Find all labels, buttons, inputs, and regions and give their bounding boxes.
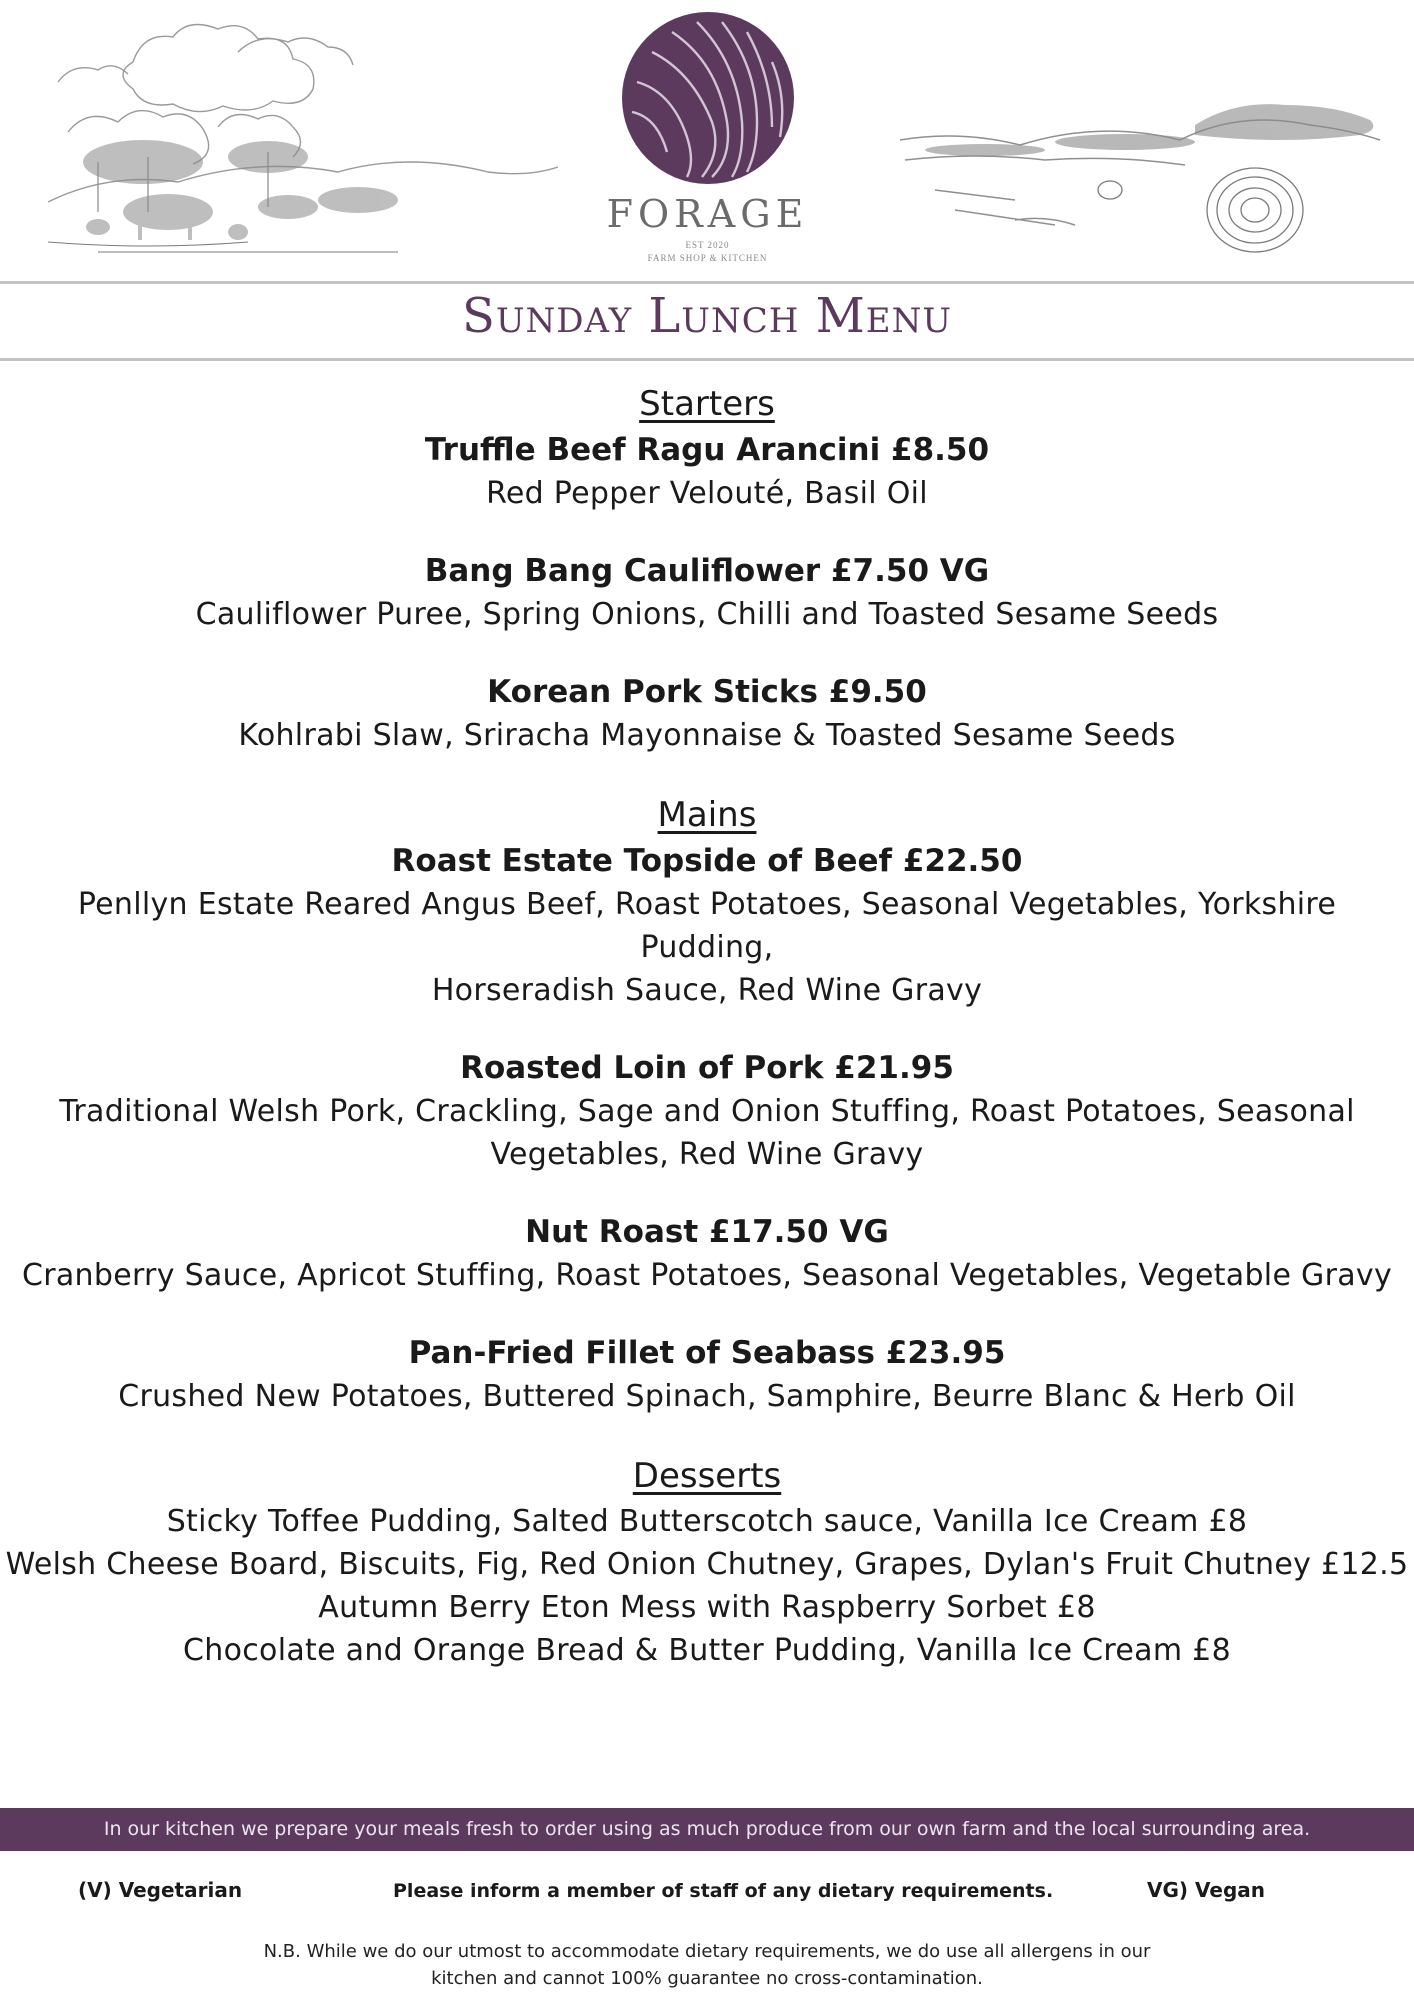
menu-item [0,549,1414,636]
disclaimer-line: N.B. While we do our utmost to accommodate dietary requirements, we do use all allergens in our [263,1941,1151,1962]
page-header [0,0,1414,280]
dessert-item: Chocolate and Orange Bread & Butter Pudding, Vanilla Ice Cream £8 [183,1633,1231,1668]
dessert-item: Welsh Cheese Board, Biscuits, Fig, Red Onion Chutney, Grapes, Dylan's Fruit Chutney £12.5 [5,1547,1409,1582]
dish-description: Red Pepper Velouté, Basil Oil [486,476,928,511]
kitchen-statement-banner: In our kitchen we prepare your meals fresh to order using as much produce from our own farm and the local surrounding area. [0,1808,1414,1851]
menu-item [0,1210,1414,1297]
menu-item [0,428,1414,515]
dish-description-continued: Horseradish Sauce, Red Wine Gravy [431,973,983,1008]
dietary-key [0,1878,1414,1914]
dietary-requirements-note: Please inform a member of staff of any dietary requirements. [393,1880,1054,1902]
title-rule-top [0,281,1414,284]
dish-name: Pan-Fried Fillet of Seabass £23.95 [408,1335,1006,1371]
dish-description: Penllyn Estate Reared Angus Beef, Roast Potatoes, Seasonal Vegetables, Yorkshire Pudding, [77,887,1337,965]
menu-item [0,1046,1414,1176]
dish-description: Traditional Welsh Pork, Crackling, Sage and Onion Stuffing, Roast Potatoes, Seasonal [59,1094,1355,1129]
dish-name: Roast Estate Topside of Beef £22.50 [391,843,1023,879]
dish-name: Korean Pork Sticks £9.50 [487,674,927,710]
page-title: Sunday Lunch Menu [462,288,952,344]
disclaimer-line: kitchen and cannot 100% guarantee no cross-contamination. [431,1968,983,1989]
title-rule-bottom [0,358,1414,361]
dish-name: Truffle Beef Ragu Arancini £8.50 [424,432,990,468]
vegan-key: VG) Vegan [1147,1878,1265,1902]
logo-subtitle: FARM SHOP & KITCHEN [647,253,768,263]
dessert-item: Sticky Toffee Pudding, Salted Butterscotch sauce, Vanilla Ice Cream £8 [166,1504,1248,1539]
dish-name: Nut Roast £17.50 VG [525,1214,889,1250]
forage-logo [600,12,815,263]
section-heading-starters: Starters [639,384,775,424]
farm-landscape-illustration [38,12,558,262]
dish-description-continued: Vegetables, Red Wine Gravy [490,1137,924,1172]
vegetarian-key: (V) Vegetarian [78,1878,243,1902]
dish-name: Roasted Loin of Pork £21.95 [460,1050,954,1086]
menu-item [0,1331,1414,1418]
logo-established: EST 2020 [685,240,730,250]
tree-rings-logo-icon [622,12,794,184]
menu-item [0,839,1414,1012]
section-heading-mains: Mains [657,795,757,835]
dish-description: Crushed New Potatoes, Buttered Spinach, Samphire, Beurre Blanc & Herb Oil [118,1379,1296,1414]
section-heading-desserts: Desserts [632,1456,782,1496]
dessert-item: Autumn Berry Eton Mess with Raspberry Sorbet £8 [318,1590,1096,1625]
allergen-disclaimer [230,1938,1184,1992]
dish-description: Cranberry Sauce, Apricot Stuffing, Roast Potatoes, Seasonal Vegetables, Vegetable Gravy [21,1258,1393,1293]
menu-item [0,670,1414,757]
field-hay-bale-illustration [895,80,1385,260]
menu-content [0,380,1414,1672]
dish-name: Bang Bang Cauliflower £7.50 VG [424,553,990,589]
dish-description: Cauliflower Puree, Spring Onions, Chilli and Toasted Sesame Seeds [195,597,1219,632]
dish-description: Kohlrabi Slaw, Sriracha Mayonnaise & Toasted Sesame Seeds [238,718,1176,753]
logo-wordmark: FORAGE [606,192,809,236]
